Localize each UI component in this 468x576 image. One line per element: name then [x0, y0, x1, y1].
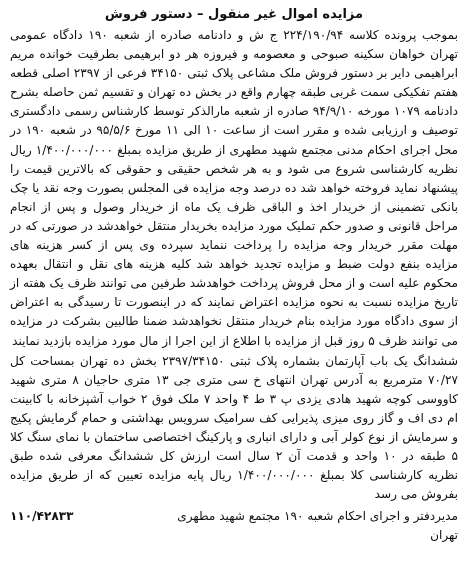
notice-body [10, 26, 458, 504]
footer-reference-number: ۱۱۰/۴۲۸۳۳ [10, 509, 74, 524]
footer-signature-city: تهران [430, 528, 458, 543]
footer-signature: مدیردفتر و اجرای احکام شعبه ۱۹۰ مجتمع شهید مطهری [177, 509, 458, 524]
notice-paragraph-terms: بموجب پرونده کلاسه ۲۲۴/۱۹۰/۹۴ ج ش و دادنامه صادره از شعبه ۱۹۰ دادگاه عمومی تهران خواهان سکینه صبوحی و معصومه و فیروزه هر دو ابرهیمی بطرفیت خوانده مریم ابراهیمی دایر بر دستور فروش ملک مشاعی پلاک ثبتی ۳۴۱۵۰ فرعی از ۲۳۹۷ اصلی قطعه هفتم تفکیکی سمت غربی طبقه چهارم واقع در بخش ده تهران و تقسیم ثمن حاصله بشرح دادنامه ۱۰۷۹ مورخه ۹۴/۹/۱۰ صادره از شعبه مارالذکر توسط کارشناس رسمی دادگستری توصیف و ارزیابی شده و مقرر است از ساعت ۱۰ الی ۱۱ مورخ ۹۵/۵/۶ در شعبه ۱۹۰ در محل اجرای احکام مدنی مجتمع شهید مطهری از طریق مزایده بمبلغ ۱/۴۰۰/۰۰۰/۰۰۰ ریال نظریه کارشناسی شروع می شود و به هر شخص حقیقی و حقوقی که بالاترین قیمت را پیشنهاد نماید فروخته خواهد شد ده درصد وجه مزایده فی المجلس بصورت وجه نقد یا چک بانکی تضمینی از خریدار اخذ و الباقی ظرف یک ماه از خریدار وصول و پس از انجام مراحل قانونی و صدور حکم تملیک مورد مزایده بخریدار منتقل خواهدشد در صورتی که در مهلت مقرر خریدار وجه مزایده را پرداخت ننماید سپرده وی پس از کسر هزینه های مزایده بنفع دولت ضبط و مزایده تجدید خواهد شد کلیه هزینه های نقل و انتقال بعهده محکوم علیه است و از محل فروش پرداخت خواهدشد طرفین می توانند ظرف یک هفته از تاریخ مزایده نسبت به نحوه مزایده اعتراض نمایند که در اینصورت تا رسیدگی به اعتراض از سوی دادگاه مورد مزایده بنام خریدار منتقل نخواهدشد ضمنا طالبین بشرکت در مزایده می توانند ظرف ۵ روز قبل از مزایده با اطلاع از این اجرا از مال مورد مزایده بازدید نمایند [10, 28, 459, 348]
notice-footer [10, 507, 458, 545]
footer-row [10, 507, 458, 526]
notice-title: مزایده اموال غیر منقول – دستور فروش [104, 7, 364, 22]
notice-paragraph-property: ششدانگ یک باب آپارتمان بشماره پلاک ثبتی ۲۳۹۷/۳۴۱۵۰ بخش ده تهران بمساحت کل ۷۰/۲۷ مترمربع به آدرس تهران انتهای خ سی متری جی ۱۳ متری حاجیان ۸ متری شهید کاووسی کوچه شهید هادی یزدی پ ۳ ط ۴ واحد ۷ ملک فوق ۲ خواب آشپزخانه با کابینت ام دی اف و گاز روی میزی پذیرایی کف سرامیک سرویس بهداشتی و حمام گرمایش پکیج و سرمایش از نوع کولر آبی و دارای انباری و پارکینگ اختصاصی ساختمان با نمای سنگ کلا ۵ طبقه در ۱۰ واحد و قدمت آن ۲ سال است ارزش کل ششدانگ معرفی شده طبق نظریه کارشناسی کلا بمبلغ ۱/۴۰۰/۰۰۰/۰۰۰ ریال پایه مزایده تعیین که از طریق مزایده بفروش می رسد [10, 353, 458, 502]
